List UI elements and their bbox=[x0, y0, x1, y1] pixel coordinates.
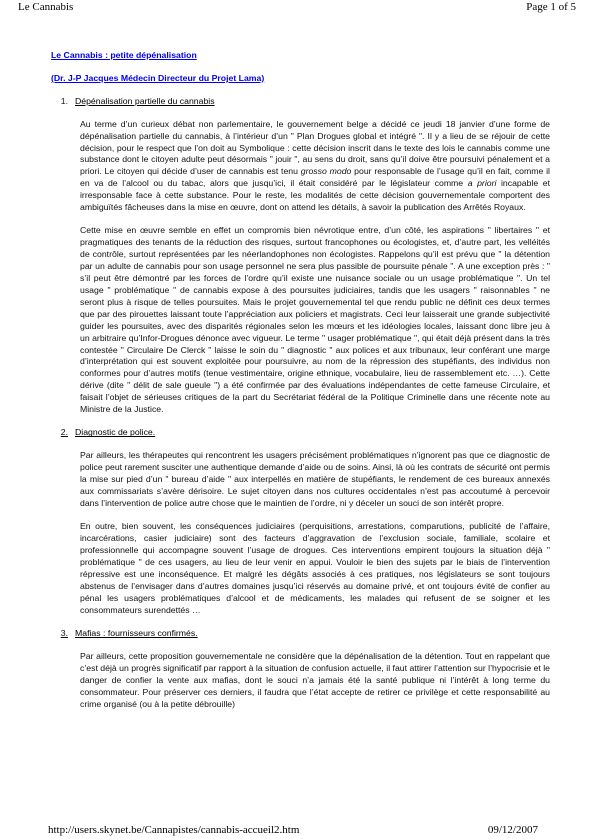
section-heading bbox=[51, 427, 551, 439]
print-header bbox=[0, 0, 591, 14]
paragraph: Au terme d’un curieux débat non parlementaire, le gouvernement belge a décidé ce jeudi 18 janvier d’une forme de dépénalisation partielle du cannabis, à l’intérieur d’un " Plan Drogues global et intégré ". Il y a lieu de se réjouir de cette décision, pour le respect que l’on doit au Symbolique : cette décision inscrit dans le texte des lois le cannabis comme une substance dont le citoyen adulte peut désormais " jouir ", au sens du droit, sans qu’il doive être poursuivi pénalement et a priori. Le citoyen qui décide d’user de cannabis est tenu grosso modo pour responsable de l’usage qu’il en fait, comme il en va de l’alcool ou du tabac, alors que jusqu’ici, il était considéré par le législateur comme a priori incapable et irresponsable face à cette substance. Pour le reste, les modalités de cette décision gouvernementale comportent des ambiguïtés fâcheuses dans la mise en œuvre, dont on attend les détails, à savoir la publication des Arrêtés Royaux. bbox=[80, 118, 550, 213]
section-3 bbox=[51, 628, 551, 710]
section-title: Dépénalisation partielle du cannabis bbox=[75, 95, 215, 106]
italic-phrase: a priori bbox=[467, 178, 497, 189]
italic-phrase: grosso modo bbox=[300, 166, 352, 177]
section-number: 3. bbox=[60, 628, 68, 639]
page-title-header: Le Cannabis bbox=[18, 1, 74, 13]
paragraph: Par ailleurs, les thérapeutes qui rencontrent les usagers précisément problématiques n’ignorent pas que ce diagnostic de police peut rarement susciter une authentique demande d’aide ou de soins. Ainsi, là où les contrats de sécurité ont permis la mise sur pied d’un " bureau d’aide " aux interpellés en matière de stupéfiants, le rendement de ces bureaux annexés aux commissariats s’avère dérisoire. Le sujet citoyen dans nos cultures occidentales n’est pas accoutumé à percevoir dans l’intervention de police autre chose que le maintien de l’ordre, ni y déceler un souci de son intérêt propre. bbox=[80, 450, 550, 508]
section-title: Mafias : fournisseurs confirmés. bbox=[75, 628, 198, 639]
section-2 bbox=[51, 427, 551, 616]
paragraph: Cette mise en œuvre semble en effet un compromis bien névrotique entre, d’un côté, les aspirations " libertaires " et pragmatiques des tenants de la réduction des risques, surtout francophones ou écologistes, et, d’autre part, les velléités de contrôle, surtout représentées par les néerlandophones non écologistes. Rappelons qu’il est prévu que " la détention par un adulte de cannabis pour son usage personnel ne sera plus passible de poursuite pénale ". A une exception près : " s’il peut être démontré par les forces de l’ordre qu’il existe une nuisance sociale ou un usage problématique ". Un tel usage " problématique " de cannabis expose à des poursuites judiciaires, tandis que les usagers " raisonnables " ne seront plus à risque de telles poursuites. Mais le projet gouvernemental tel que rendu public ne définit ces deux termes que par des pirouettes laissant toute l’appréciation aux policiers et magistrats. Ceci leur laisserait une grande subjectivité guider les poursuites, avec des disparités régionales selon les mœurs et les idéologies locales, laissant donc libre jeu à un arbitraire qu’Infor-Drogues dénonce avec vigueur. Le terme " usager problématique ", qui était déjà présent dans la très contestée " Circulaire De Clerck " laisse le soin du " diagnostic " aux polices et aux tribunaux, leur conférant une marge d’interprétation qui est souvent exploitée pour poursuivre, au nom de la répression des stupéfiants, des individus non conformes pour d’autres motifs (tenue vestimentaire, origine ethnique, vocabulaire, lieu de rassemblement etc. …). Cette dérive (dite " délit de sale gueule ") a été confirmée par des évaluations indépendantes de cette fameuse Circulaire, et faisait l’objet de sérieuses critiques de la part du Secrétariat fédéral de la Politique Criminelle dans une récente note au Ministre de la Justice. bbox=[80, 225, 550, 415]
paragraph: En outre, bien souvent, les conséquences judiciaires (perquisitions, arrestations, comparutions, publicité de l’affaire, incarcérations, casier judiciaire) sont des facteurs d’aggravation de l’exclusion sociale, familiale, scolaire et professionnelle qui accompagne souvent l’usage de drogues. Ces interventions empirent toujours la situation déjà " problématique " de ces usagers, au lieu de leur venir en appui. Vouloir le bien des sujets par le biais de l’intervention répressive est une inconséquence. Et malgré les dégâts associés à ces pratiques, nos législateurs se sont toujours abstenus de l’envisager dans d’autres domaines jusqu’ici réservés au domaine privé, et ont toujours évité de confier au pénal les usagers problématiques d’alcool et de médicaments, les malades qui refusent de se soigner et les consommateurs surendettés … bbox=[80, 521, 550, 615]
paragraph: Par ailleurs, cette proposition gouvernementale ne considère que la dépénalisation de la détention. Tout en rappelant que c’est déjà un progrès significatif par rapport à la situation de confusion actuelle, il faut attirer l’attention sur l’hypocrisie et le danger de confier la vente aux mafias, dont le souci n’a jamais été la santé publique ni l’intérêt à long terme du consommateur. Pour préserver ces derniers, il faudra que l’état accepte de retirer ce privilège et cette responsabilité au crime organisé (ou à la petite débrouille) bbox=[80, 651, 550, 709]
section-title: Diagnostic de police. bbox=[75, 427, 156, 438]
page-number: Page 1 of 5 bbox=[526, 1, 576, 13]
print-footer bbox=[0, 823, 591, 839]
section-number: 1. bbox=[60, 95, 68, 106]
article-title[interactable]: Le Cannabis : petite dépénalisation bbox=[51, 50, 197, 60]
section-heading bbox=[51, 628, 551, 640]
section-number: 2. bbox=[60, 427, 68, 438]
section-heading bbox=[51, 96, 551, 108]
print-date: 09/12/2007 bbox=[487, 824, 538, 836]
page-url: http://users.skynet.be/Cannapistes/cannabis-accueil2.htm bbox=[48, 824, 300, 836]
section-1 bbox=[51, 96, 551, 416]
article bbox=[51, 50, 551, 722]
article-subtitle[interactable]: (Dr. J-P Jacques Médecin Directeur du Projet Lama) bbox=[51, 72, 265, 83]
